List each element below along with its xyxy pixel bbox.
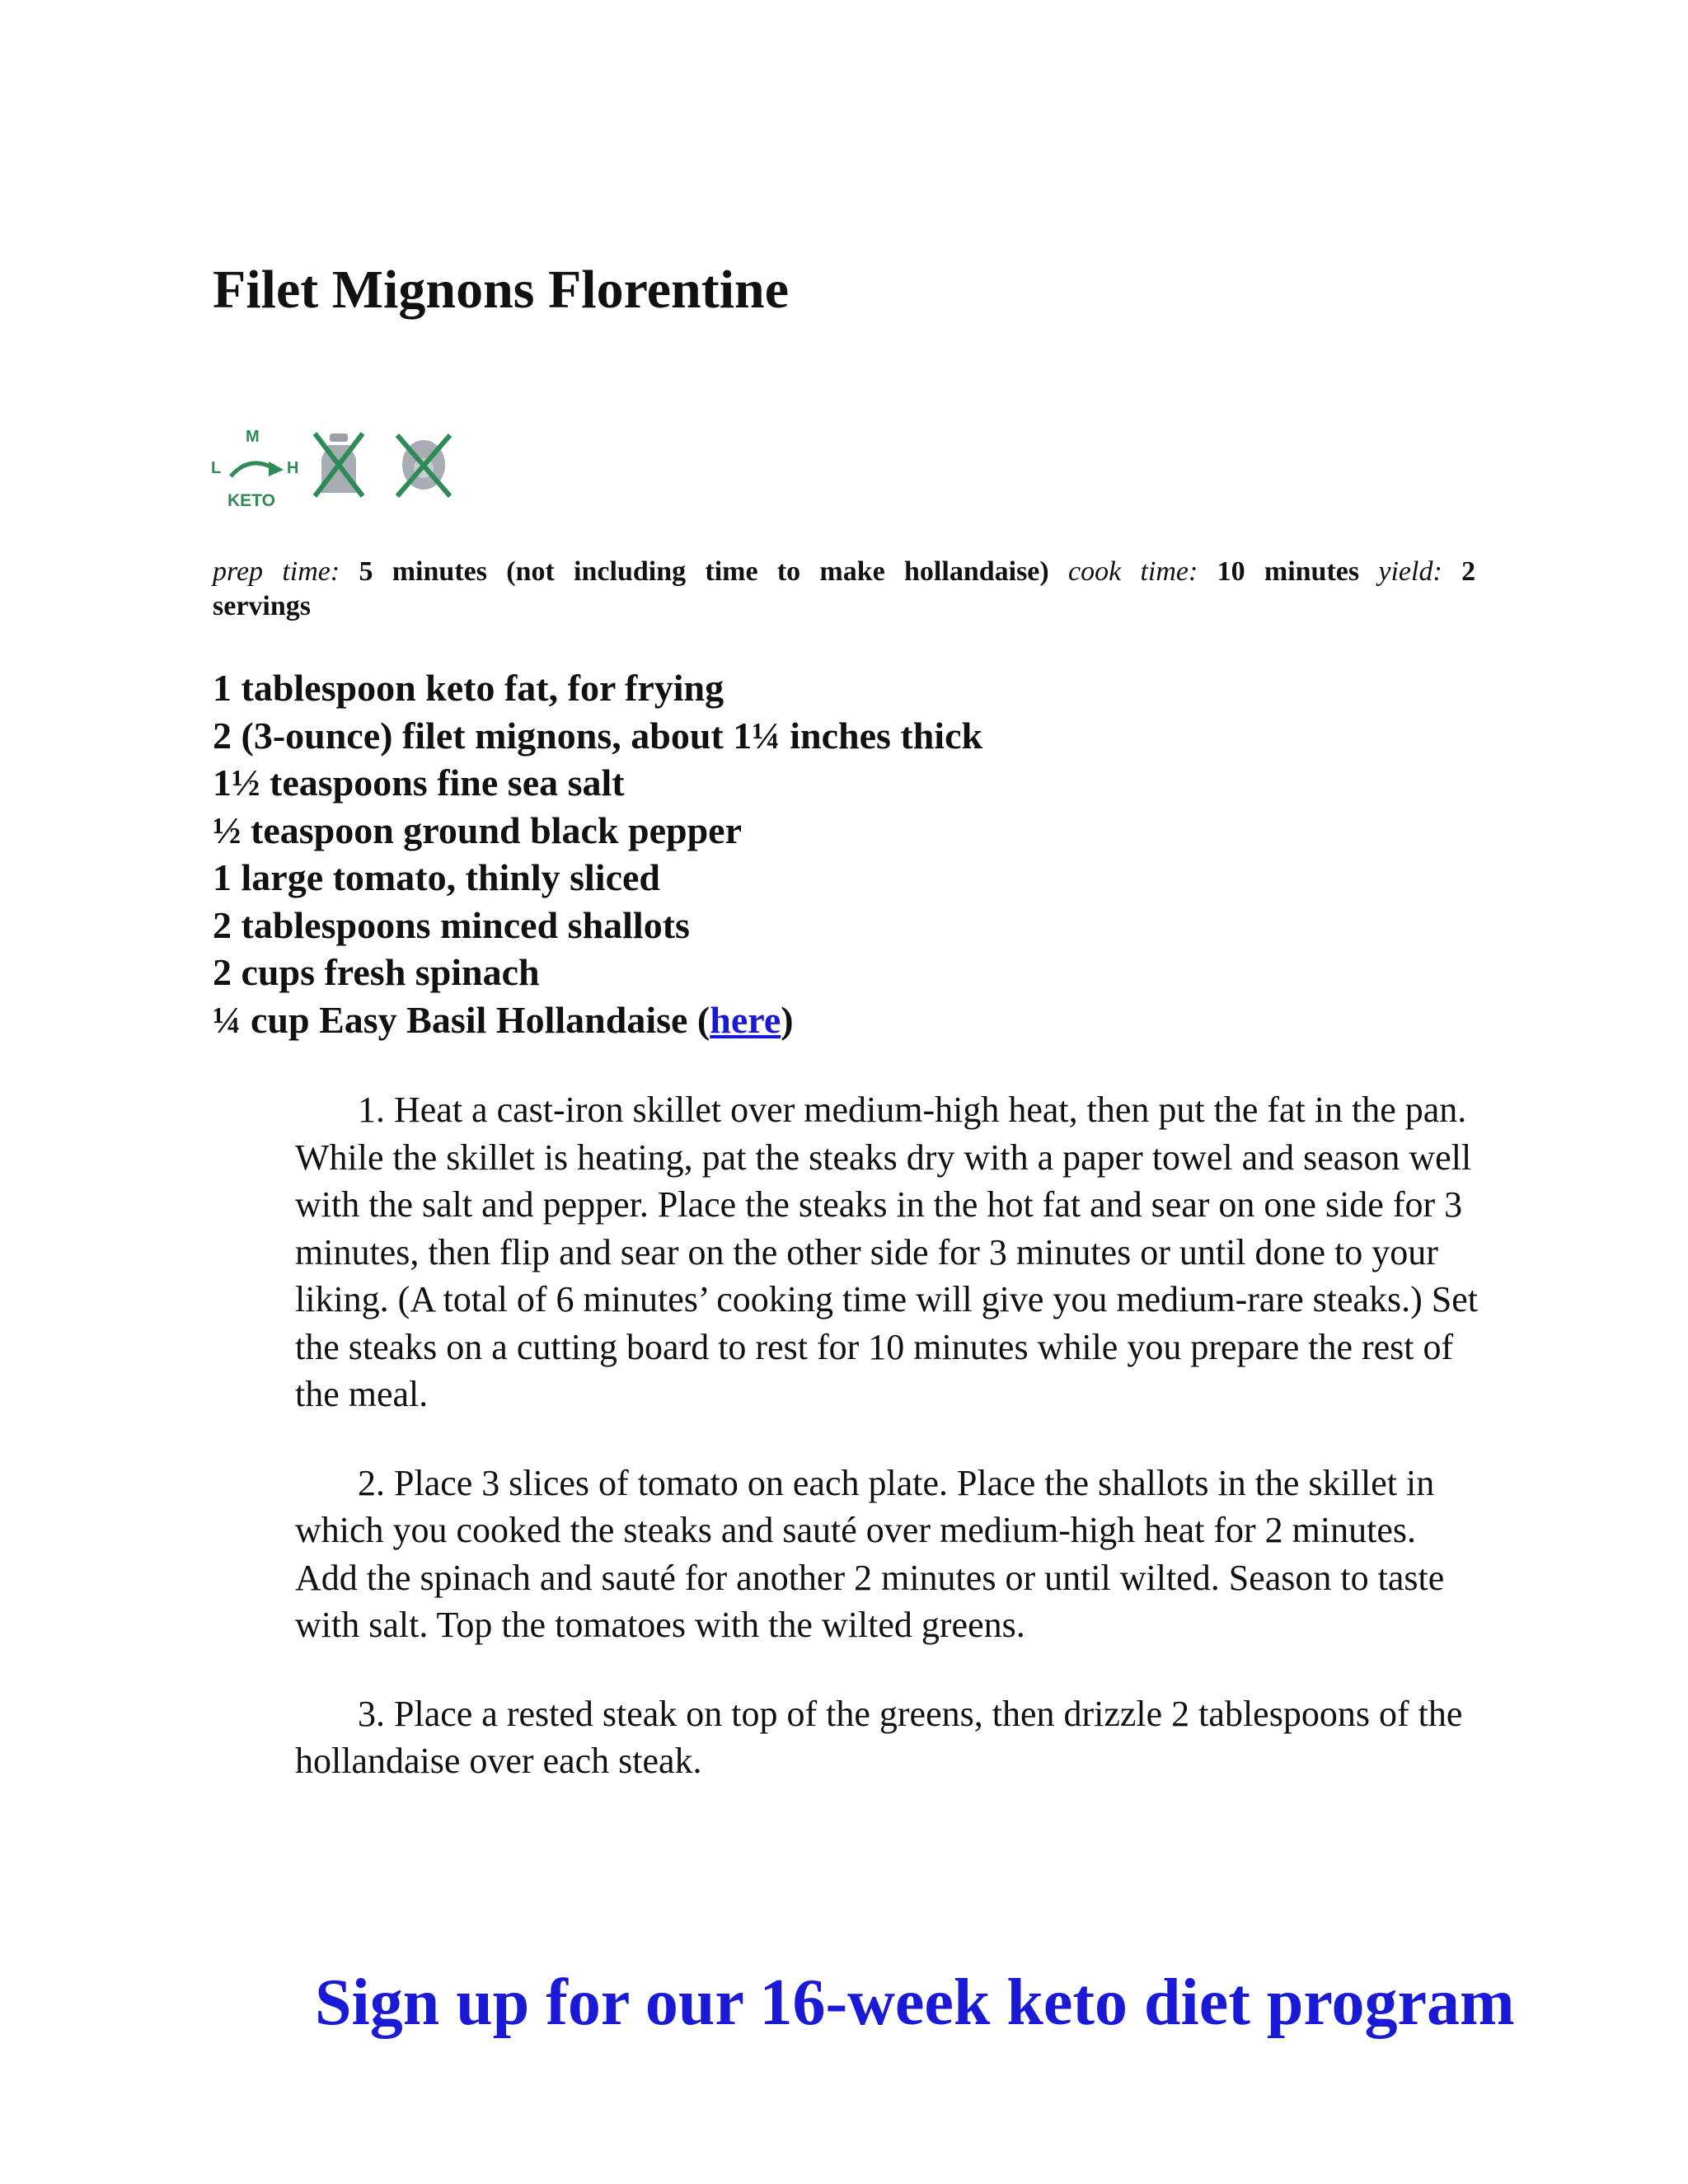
hollandaise-suffix: ): [781, 998, 794, 1041]
yield-value: 2: [1461, 556, 1476, 587]
cook-time-label: cook time:: [1068, 556, 1198, 587]
recipe-title: Filet Mignons Florentine: [213, 260, 790, 320]
instruction-step: 2. Place 3 slices of tomato on each plate. Place the shallots in the skillet in which you cooked the steaks and sauté over medium-high heat for 2 minutes. Add the spinach and sauté for another 2 minutes or until wilted. Season to taste with salt. Top the tomatoes with the wilted greens.: [295, 1462, 1445, 1645]
instruction-list: [295, 1086, 1482, 1826]
yield-unit: servings: [213, 591, 311, 621]
ingredient-item: 2 (3-ounce) filet mignons, about 1¼ inches thick: [213, 714, 983, 757]
hollandaise-recipe-link[interactable]: here: [710, 998, 781, 1041]
diet-badges: [208, 422, 480, 521]
ingredient-item: ½ teaspoon ground black pepper: [213, 808, 743, 851]
keto-scale-low: L: [211, 459, 222, 477]
signup-cta-link[interactable]: Sign up for our 16-week keto diet program: [315, 1966, 1515, 2039]
prep-time-value: 5 minutes (not including time to make hollandaise): [359, 556, 1049, 587]
keto-scale-label: KETO: [227, 491, 275, 510]
instruction-step: 1. Heat a cast-iron skillet over medium-high heat, then put the fat in the pan. While the skillet is heating, pat the steaks dry with a paper towel and season well with the salt and pepper. Place the steaks in the hot fat and sear on one side for 3 minutes, then flip and sear on the other side for 3 minutes or until done to your liking. (A total of 6 minutes’ cooking time will give you medium-rare steaks.) Set the steaks on a cutting board to rest for 10 minutes while you prepare the rest of the meal.: [295, 1090, 1479, 1414]
prep-time-label: prep time:: [213, 556, 340, 587]
keto-scale-high: H: [287, 459, 299, 477]
ingredient-item-hollandaise: [213, 996, 982, 1044]
instruction-step: 3. Place a rested steak on top of the greens, then drizzle 2 tablespoons of the hollandaise over each steak.: [295, 1693, 1463, 1781]
ingredient-item: 2 tablespoons minced shallots: [213, 903, 690, 946]
yield-label: yield:: [1378, 556, 1442, 587]
no-egg-icon: [397, 435, 450, 496]
keto-scale-medium: M: [246, 428, 260, 446]
no-dairy-icon: [315, 434, 363, 496]
cook-time-value: 10 minutes: [1217, 556, 1360, 587]
ingredient-item: 1 large tomato, thinly sliced: [213, 856, 660, 898]
ingredient-item: 2 cups fresh spinach: [213, 951, 540, 993]
ingredient-item: 1 tablespoon keto fat, for frying: [213, 667, 724, 709]
keto-scale-icon: [211, 428, 298, 510]
recipe-meta: [213, 554, 1475, 590]
ingredient-item: 1½ teaspoons fine sea salt: [213, 762, 625, 804]
hollandaise-prefix: ¼ cup Easy Basil Hollandaise (: [213, 998, 710, 1041]
ingredient-list: [213, 664, 982, 1043]
